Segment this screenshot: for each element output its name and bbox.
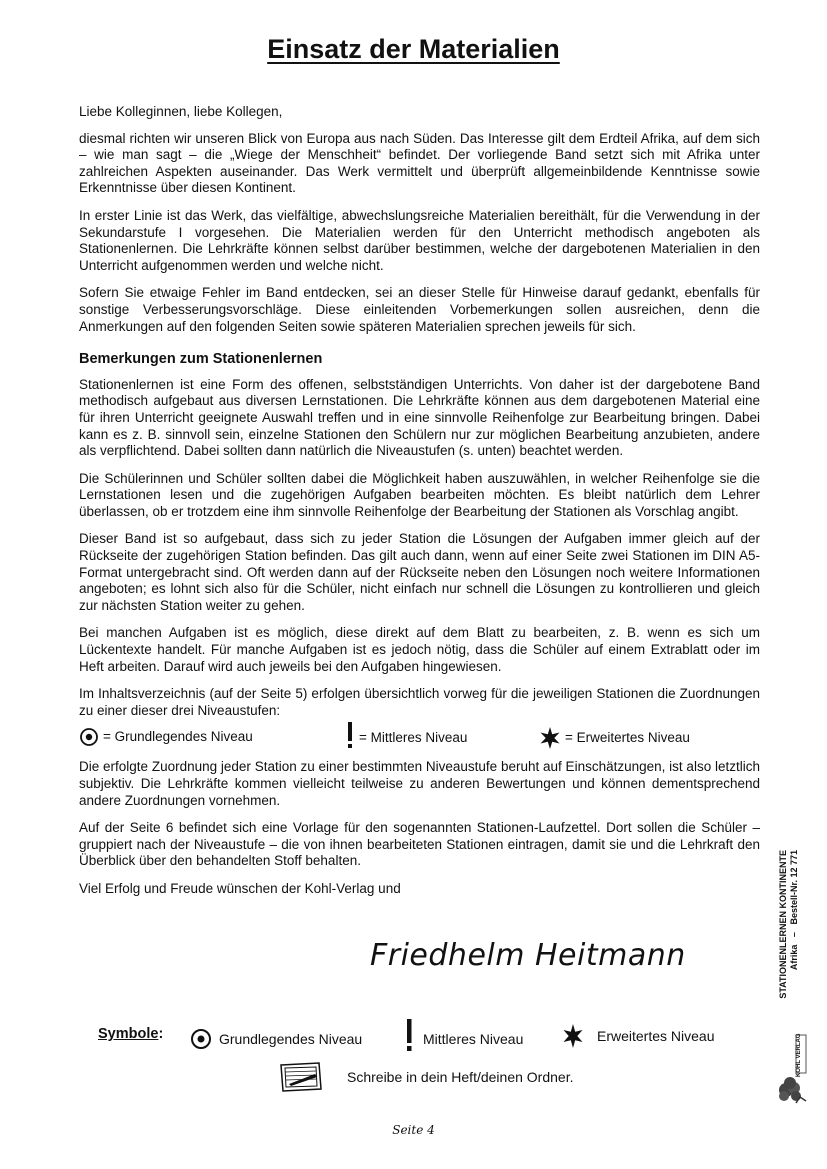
symbol-notebook-label: Schreibe in dein Heft/deinen Ordner. (347, 1069, 574, 1085)
closing-text: Viel Erfolg und Freude wünschen der Kohl-Verlag und (79, 880, 401, 896)
section-paragraph-5: Im Inhaltsverzeichnis (auf der Seite 5) erfolgen übersichtlich vorweg für die jeweiligen Stationen die Zuordnungen zu einer dieser drei Niveaustufen: (79, 686, 760, 718)
section-paragraph-3: Dieser Band ist so aufgebaut, dass sich zu jeder Station die Lösungen der Aufgaben immer gleich auf der Rückseite der zugehörigen Station befinden. Das gilt auch dann, wenn auf einer Seite zwei Stationen im DIN A5-Format untergebracht sind. Oft werden dann auf der Rückseite neben den Lösungen noch weitere Informationen angeboten; es lohnt sich also für die Schüler, nicht einfach nur schnell die Lösungen zu kontrollieren und gleich zur nächsten Station weiter zu gehen. (79, 531, 760, 613)
symbols-legend (98, 1022, 738, 1092)
exclamation-icon (404, 1018, 414, 1052)
sidebar-order-number: Afrika – Bestell-Nr. 12 771 (789, 850, 799, 971)
intro-paragraph-1: diesmal richten wir unseren Blick von Europa aus nach Süden. Das Interesse gilt dem Erdteil Afrika, auf dem sich – wie man sagt – die „Wiege der Menschheit“ befindet. Der vorliegende Band setzt sich mit Afrika unter zahlreichen Aspekten auseinander. Das Werk vermittelt und überprüft allgemeinbildende Kenntnisse sowie Erkenntnisse über diesen Kontinent. (79, 130, 760, 196)
notebook-icon (279, 1062, 323, 1092)
level-middle-label: = Mittleres Niveau (359, 730, 468, 746)
sidebar-series: STATIONENLERNEN KONTINENTE (778, 850, 788, 999)
greeting: Liebe Kolleginnen, liebe Kollegen, (79, 104, 283, 119)
publisher-logo (776, 1033, 808, 1105)
exclamation-icon (345, 721, 355, 749)
symbol-advanced-label: Erweitertes Niveau (597, 1028, 715, 1044)
after-paragraph-1: Die erfolgte Zuordnung jeder Station zu einer bestimmten Niveaustufe beruht auf Einschätzungen, ist also letztlich subjektiv. Die Lehrkräfte kommen vielleicht teilweise zu anderen Bewertungen und können dementsprechend andere Zuordnungen vornehmen. (79, 759, 760, 808)
sidebar-publication-info (778, 850, 808, 1030)
symbol-basic (190, 1028, 362, 1050)
level-advanced-label: = Erweitertes Niveau (565, 730, 690, 746)
after-paragraph-2: Auf der Seite 6 befindet sich eine Vorlage für den sogenannten Stationen-Laufzettel. Dort sollen die Schüler – gruppiert nach der Niveaustufe – die von ihnen bearbeiteten Stationen eintragen, damit sie und die Lehrkraft den Überblick über den behandelten Stoff behalten. (79, 820, 760, 869)
level-basic-label: = Grundlegendes Niveau (103, 729, 253, 745)
sidebar-text (778, 850, 800, 1030)
section-paragraph-1: Stationenlernen ist eine Form des offenen, selbstständigen Unterrichts. Von daher ist der dargebotene Band methodisch aufgebaut aus diversen Lernstationen. Die Lehrkräfte können aus dem dargebotenen Material eine für ihren Unterricht geeignete Auswahl treffen und in eine sinnvolle Reihenfolge zur Bearbeitung bringen. Dabei kann es z. B. sinnvoll sein, einzelne Stationen den Schülern nur zur möglichen Bearbeitung anzubieten, andere als verpflichtend. Dabei sollten dann natürlich die Niveaustufen (s. unten) beachtet werden. (79, 376, 760, 459)
star-icon (562, 1024, 584, 1048)
intro-paragraph-3: Sofern Sie etwaige Fehler im Band entdecken, sei an dieser Stelle für Hinweise darauf gedankt, ebenfalls für sonstige Verbesserungsvorschläge. Diese einleitenden Vorbemerkungen sollen ausreichen, denn die Anmerkungen auf den folgenden Seiten sowie späteren Materialien sprechen jeweils für sich. (79, 285, 760, 334)
star-icon (539, 727, 561, 749)
symbol-advanced (562, 1024, 715, 1048)
main-content (79, 104, 760, 909)
section-paragraph-2: Die Schülerinnen und Schüler sollten dabei die Möglichkeit haben auszuwählen, in welcher Reihenfolge sie die Lernstationen lesen und die zugehörigen Aufgaben bearbeiten möchten. Es bleibt natürlich dem Lehrer überlassen, ob er trotzdem eine ihm sinnvolle Reihenfolge der Bearbeitung der Stationen als Vorschlag angibt. (79, 470, 760, 519)
level-middle (345, 721, 467, 749)
publisher-logo-text: KOHL VERLAG (796, 1033, 802, 1077)
section-paragraph-4: Bei manchen Aufgaben ist es möglich, diese direkt auf dem Blatt zu bearbeiten, z. B. wenn es sich um Lückentexte handelt. Für manche Aufgaben ist es jedoch nötig, dass die Schüler auf einem Extrablatt oder im Heft arbeiten. Darauf wird auch jeweils bei den Aufgaben hingewiesen. (79, 625, 760, 674)
signature: Friedhelm Heitmann (370, 938, 686, 973)
level-basic (79, 727, 253, 747)
symbols-label: Symbole: (98, 1026, 164, 1042)
section-heading: Bemerkungen zum Stationenlernen (79, 351, 323, 368)
symbol-middle-label: Mittleres Niveau (423, 1031, 524, 1047)
level-advanced (539, 727, 690, 749)
symbol-notebook (279, 1062, 573, 1092)
page-title: Einsatz der Materialien (267, 34, 560, 64)
target-icon (79, 727, 99, 747)
target-icon (190, 1028, 212, 1050)
level-legend (79, 723, 760, 751)
symbol-middle (404, 1018, 523, 1052)
symbol-basic-label: Grundlegendes Niveau (219, 1031, 363, 1047)
page-number: Seite 4 (392, 1123, 435, 1137)
intro-paragraph-2: In erster Linie ist das Werk, das vielfältige, abwechslungsreiche Materialien bereithält, für die Verwendung in der Sekundarstufe I vorgesehen. Die Materialien werden für den Unterricht methodisch angeboten als Stationenlernen. Die Lehrkräfte können selbst darüber bestimmen, welche der dargebotenen Materialien in den Unterricht aufgenommen werden und welche nicht. (79, 207, 760, 273)
